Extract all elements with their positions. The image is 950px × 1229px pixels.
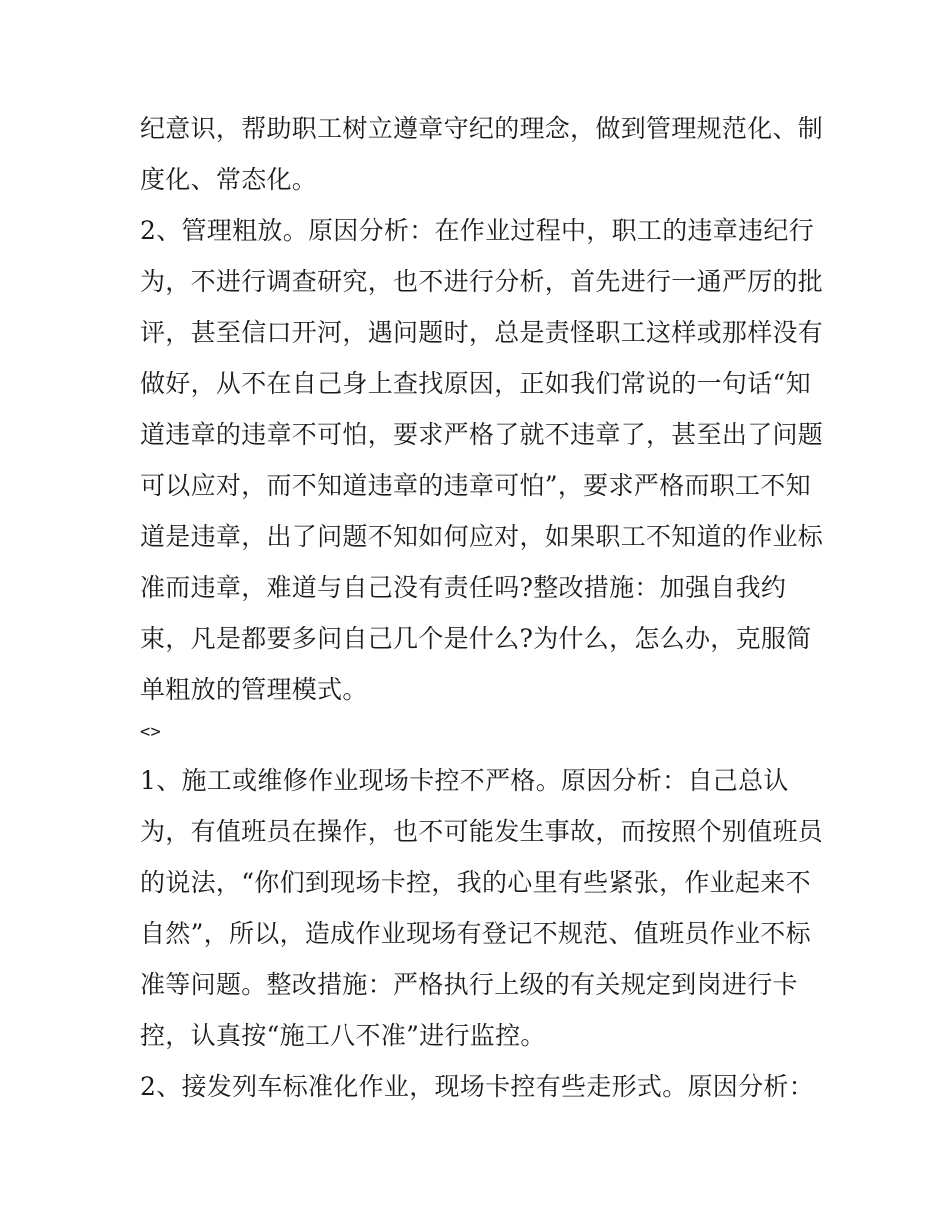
text-line: 的说法，“你们到现场卡控，我的心里有些紧张，作业起来不 <box>140 868 811 897</box>
text-line: 为，有值班员在操作，也不可能发生事故，而按照个别值班员 <box>140 817 824 846</box>
text-line: 单粗放的管理模式。 <box>140 675 368 704</box>
text-line: 道是违章，出了问题不知如何应对，如果职工不知道的作业标 <box>140 522 824 551</box>
text-line: 为，不进行调查研究，也不进行分析，首先进行一通严厉的批 <box>140 267 824 296</box>
text-line: 1、施工或维修作业现场卡控不严格。原因分析：自己总认 <box>140 766 789 795</box>
text-line: 可以应对，而不知道违章的违章可怕”，要求严格而职工不知 <box>140 471 811 500</box>
text-line: 2、接发列车标准化作业，现场卡控有些走形式。原因分析： <box>140 1072 815 1101</box>
text-line: 准等问题。整改措施：严格执行上级的有关规定到岗进行卡 <box>140 970 798 999</box>
text-line: 评，甚至信口开河，遇问题时，总是责怪职工这样或那样没有 <box>140 318 824 347</box>
text-line: 2、管理粗放。原因分析：在作业过程中，职工的违章违纪行 <box>140 216 815 245</box>
text-line: 控，认真按“施工八不准”进行监控。 <box>140 1021 546 1050</box>
section-marker: <> <box>140 722 162 742</box>
text-line: 准而违章，难道与自己没有责任吗?整改措施：加强自我约 <box>140 573 787 602</box>
text-line: 道违章的违章不可怕，要求严格了就不违章了，甚至出了问题 <box>140 420 824 449</box>
text-line: 做好，从不在自己身上查找原因，正如我们常说的一句话“知 <box>140 369 811 398</box>
text-line: 自然”，所以，造成作业现场有登记不规范、值班员作业不标 <box>140 919 811 948</box>
text-line: 束，凡是都要多问自己几个是什么?为什么，怎么办，克服简 <box>140 624 812 653</box>
text-line: 度化、常态化。 <box>140 165 318 194</box>
text-line: 纪意识，帮助职工树立遵章守纪的理念，做到管理规范化、制 <box>140 114 824 143</box>
